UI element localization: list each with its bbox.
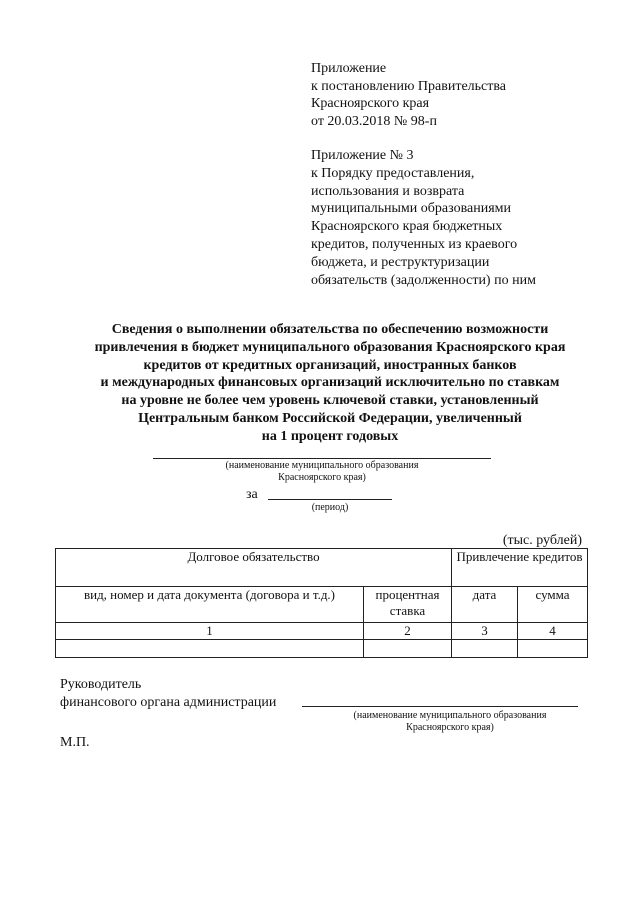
- appendix-header-line: к постановлению Правительства: [311, 78, 507, 94]
- document-title: [40, 321, 620, 446]
- col-rate: процентная ставка: [364, 587, 452, 623]
- signature-line: Руководитель: [60, 677, 142, 692]
- appendix-header-line: от 20.03.2018 № 98-п: [311, 113, 437, 129]
- header-obligation: Долговое обязательство: [56, 549, 452, 587]
- title-line: Центральным банком Российской Федерации, увеличенный: [138, 410, 522, 426]
- municipality-caption-line: (наименование муниципального образования: [225, 460, 419, 471]
- table-cell: [518, 640, 588, 658]
- col-number: 2: [364, 623, 452, 640]
- appendix3-line: к Порядку предоставления,: [311, 165, 475, 181]
- header-borrowing: Привлечение кредитов: [452, 549, 588, 587]
- appendix3-line: муниципальными образованиями: [311, 201, 511, 217]
- appendix3-line: кредитов, полученных из краевого: [311, 236, 518, 252]
- title-line: и международных финансовых организаций исключительно по ставкам: [100, 375, 560, 391]
- title-line: привлечения в бюджет муниципального образования Красноярского края: [94, 339, 566, 355]
- appendix-header: [311, 60, 506, 130]
- signature-caption-line: Красноярского края): [406, 722, 494, 733]
- appendix3-line: бюджета, и реструктуризации: [311, 254, 490, 270]
- table-row: [56, 640, 588, 658]
- appendix3-line: обязательств (задолженности) по ним: [311, 272, 536, 288]
- col-number: 3: [452, 623, 518, 640]
- signature-line: финансового органа администрации: [60, 695, 277, 710]
- signature-caption-line: (наименование муниципального образования: [353, 710, 547, 721]
- appendix-header-line: Красноярского края: [311, 96, 430, 111]
- appendix3-line: Приложение № 3: [311, 148, 414, 163]
- period-line: [268, 499, 392, 500]
- col-number: 4: [518, 623, 588, 640]
- appendix3-line: использования и возврата: [311, 183, 465, 199]
- col-sum: сумма: [518, 587, 588, 623]
- municipality-caption: [153, 460, 491, 484]
- municipality-caption-line: Красноярского края): [278, 472, 366, 483]
- col-number: 1: [56, 623, 364, 640]
- title-line: кредитов от кредитных организаций, иностранных банков: [143, 357, 517, 373]
- table-cell: [452, 640, 518, 658]
- signature-underline: [302, 706, 578, 707]
- table-cell: [364, 640, 452, 658]
- period-caption: (период): [311, 502, 349, 513]
- units-label: (тыс. рублей): [502, 533, 582, 548]
- title-line: на уровне не более чем уровень ключевой ставки, установленный: [121, 393, 539, 409]
- col-document: вид, номер и дата документа (договора и т.д.): [56, 587, 364, 623]
- table-cell: [56, 640, 364, 658]
- municipality-name-line: [153, 458, 491, 459]
- appendix3-line: Красноярского края бюджетных: [311, 219, 503, 235]
- appendix-header-line: Приложение: [311, 61, 387, 76]
- col-date: дата: [452, 587, 518, 623]
- title-line: Сведения о выполнении обязательства по обеспечению возможности: [111, 322, 549, 337]
- appendix3-header: [311, 147, 536, 289]
- obligations-table: [55, 548, 588, 658]
- period-prefix: за: [246, 487, 258, 502]
- signature-block: [60, 676, 276, 712]
- signature-caption: [345, 710, 555, 734]
- stamp-place: М.П.: [60, 735, 90, 750]
- title-line: на 1 процент годовых: [261, 428, 399, 444]
